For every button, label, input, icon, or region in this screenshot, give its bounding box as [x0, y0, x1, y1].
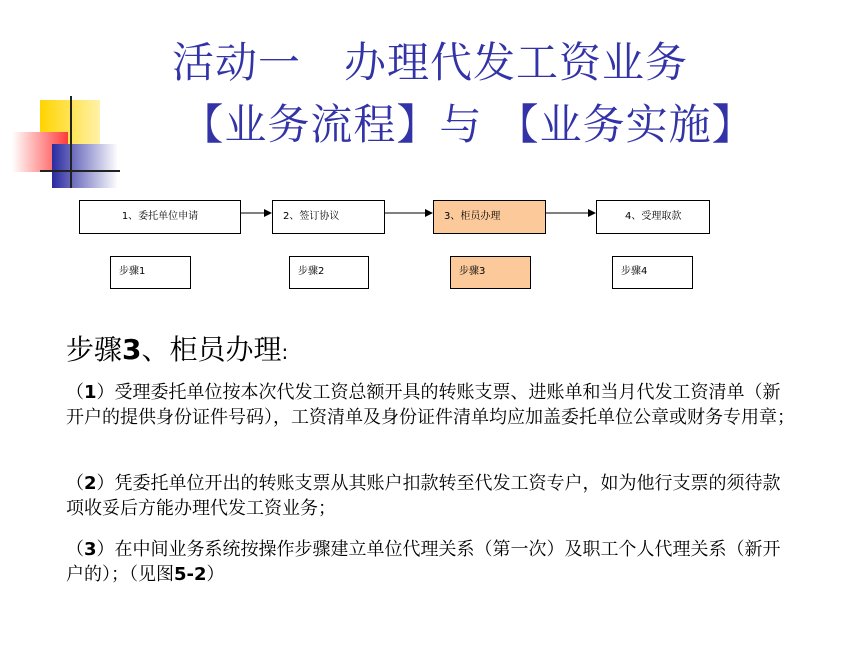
flow-step-2: 2、签订协议	[272, 200, 385, 234]
section-heading-label: 、柜员办理	[141, 333, 282, 366]
paragraph-item-1: （1）受理委托单位按本次代发工资总额开具的转账支票、进账单和当月代发工资清单（新开户的提供身份证件号码），工资清单及身份证件清单均应加盖委托单位公章或财务专用章；	[66, 382, 795, 428]
item-1-text: 受理委托单位按本次代发工资总额开具的转账支票、进账单和当月代发工资清单（新开户的提供身份证件号码），工资清单及身份证件清单均应加盖委托单位公章或财务专用章；	[66, 382, 795, 428]
section-heading-prefix: 步骤	[66, 333, 123, 366]
item-3-figure-ref: 5-2	[174, 564, 207, 585]
paragraph-item-3: （3）在中间业务系统按操作步骤建立单位代理关系（第一次）及职工个人代理关系（新开户的）；（见图5-2）	[66, 539, 781, 585]
sub-step-1: 步骤1	[110, 256, 191, 289]
item-3-marker: 3	[84, 539, 97, 560]
item-1-marker: 1	[84, 382, 97, 403]
sub-step-3: 步骤3	[450, 256, 531, 289]
paragraph-item-2: （2）凭委托单位开出的转账支票从其账户扣款转至代发工资专户，如为他行支票的须待款项收妥后方能办理代发工资业务；	[66, 473, 781, 519]
section-heading	[66, 328, 288, 368]
item-2-text: 凭委托单位开出的转账支票从其账户扣款转至代发工资专户，如为他行支票的须待款项收妥后方能办理代发工资业务；	[66, 473, 781, 519]
section-heading-number: 3	[122, 333, 142, 366]
slide-title-line1: 活动一 办理代发工资业务	[171, 38, 688, 87]
item-3-tail: ）	[206, 564, 225, 585]
item-3-text: 在中间业务系统按操作步骤建立单位代理关系（第一次）及职工个人代理关系（新开户的）；（见图	[66, 539, 781, 585]
flow-step-4: 4、受理取款	[596, 200, 710, 234]
flow-step-1: 1、委托单位申请	[79, 200, 241, 234]
item-2-marker: 2	[84, 473, 97, 494]
slide-title-line2: 【业务流程】与 【业务实施】	[181, 100, 755, 149]
sub-step-2: 步骤2	[289, 256, 369, 289]
sub-step-4: 步骤4	[612, 256, 693, 289]
flow-step-3: 3、柜员办理	[433, 200, 546, 234]
section-heading-colon: :	[281, 340, 289, 364]
